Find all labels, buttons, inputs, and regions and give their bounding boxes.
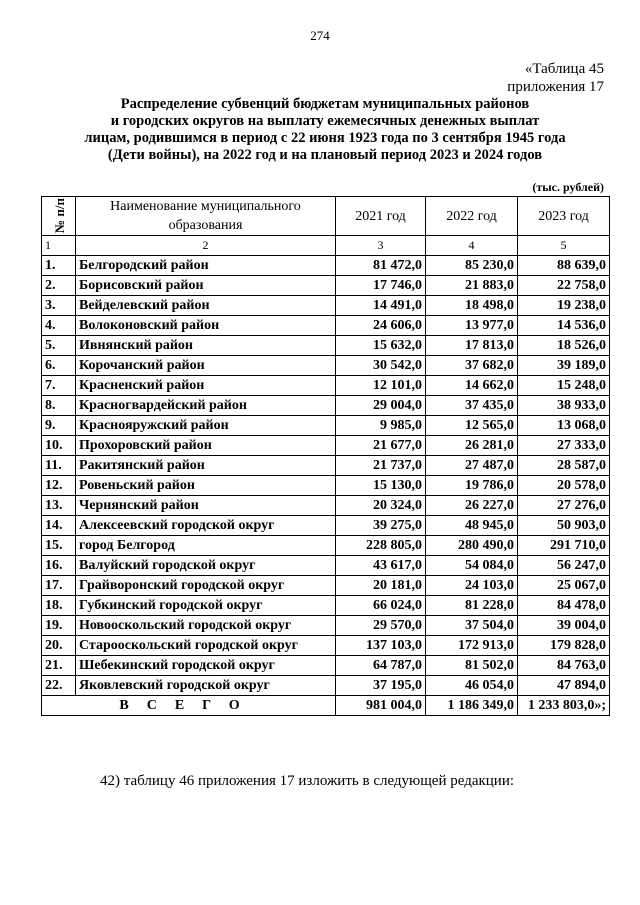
table-reference-line1: «Таблица 45 [524,61,604,77]
table-row [42,356,610,376]
row-value-2022: 280 490,0 [426,536,518,556]
column-index: 3 [336,236,426,256]
total-2023: 1 233 803,0»; [518,696,610,716]
row-value-2023: 50 903,0 [518,516,610,536]
row-value-2023: 27 333,0 [518,436,610,456]
row-name: Борисовский район [76,276,336,296]
row-number: 7. [42,376,76,396]
table-row [42,496,610,516]
column-index: 4 [426,236,518,256]
row-value-2021: 15 632,0 [336,336,426,356]
row-number: 4. [42,316,76,336]
title-line4: (Дети войны), на 2022 год и на плановый период 2023 и 2024 годов [107,147,543,163]
table-row [42,316,610,336]
table-row [42,256,610,276]
table-row [42,556,610,576]
row-number: 17. [42,576,76,596]
row-name: Ивнянский район [76,336,336,356]
total-label: ВСЕГО [42,696,336,716]
row-value-2021: 17 746,0 [336,276,426,296]
row-number: 20. [42,636,76,656]
table-row [42,476,610,496]
row-value-2021: 29 570,0 [336,616,426,636]
table-row [42,576,610,596]
row-name: город Белгород [76,536,336,556]
table-row [42,396,610,416]
row-name: Ракитянский район [76,456,336,476]
row-value-2021: 39 275,0 [336,516,426,536]
table-row [42,376,610,396]
row-value-2022: 54 084,0 [426,556,518,576]
row-value-2022: 12 565,0 [426,416,518,436]
row-value-2022: 14 662,0 [426,376,518,396]
row-value-2023: 27 276,0 [518,496,610,516]
row-number: 18. [42,596,76,616]
title-line1: Распределение субвенций бюджетам муниципальных районов [120,96,530,112]
row-value-2023: 22 758,0 [518,276,610,296]
row-value-2023: 39 189,0 [518,356,610,376]
row-name: Грайворонский городской округ [76,576,336,596]
row-number: 12. [42,476,76,496]
row-value-2023: 88 639,0 [518,256,610,276]
row-value-2021: 20 324,0 [336,496,426,516]
header-name: Наименование муниципального образования [76,197,336,236]
row-value-2022: 48 945,0 [426,516,518,536]
row-name: Красногвардейский район [76,396,336,416]
row-number: 3. [42,296,76,316]
row-number: 2. [42,276,76,296]
row-name: Волоконовский район [76,316,336,336]
row-number: 11. [42,456,76,476]
table-row [42,416,610,436]
row-value-2022: 21 883,0 [426,276,518,296]
row-value-2021: 24 606,0 [336,316,426,336]
row-value-2022: 37 504,0 [426,616,518,636]
row-number: 13. [42,496,76,516]
footer-instruction: 42) таблицу 46 приложения 17 изложить в следующей редакции: [100,773,515,789]
row-number: 8. [42,396,76,416]
row-name: Ровеньский район [76,476,336,496]
row-number: 5. [42,336,76,356]
row-number: 19. [42,616,76,636]
row-value-2021: 64 787,0 [336,656,426,676]
subvention-table [41,196,610,716]
column-index: 5 [518,236,610,256]
header-2022: 2022 год [426,197,518,236]
page-number: 274 [310,28,330,43]
row-value-2022: 24 103,0 [426,576,518,596]
row-name: Яковлевский городской округ [76,676,336,696]
table-row [42,616,610,636]
row-value-2022: 85 230,0 [426,256,518,276]
table-row [42,336,610,356]
row-value-2022: 172 913,0 [426,636,518,656]
row-number: 1. [42,256,76,276]
row-number: 14. [42,516,76,536]
row-value-2023: 56 247,0 [518,556,610,576]
row-value-2022: 37 435,0 [426,396,518,416]
row-value-2023: 13 068,0 [518,416,610,436]
table-row [42,276,610,296]
row-value-2023: 84 763,0 [518,656,610,676]
row-name: Шебекинский городской округ [76,656,336,676]
row-value-2022: 37 682,0 [426,356,518,376]
header-number: № п/п [42,197,76,236]
column-index: 2 [76,236,336,256]
title-line3: лицам, родившимся в период с 22 июня 1923 года по 3 сентября 1945 года [84,130,566,146]
row-value-2023: 28 587,0 [518,456,610,476]
row-name: Старооскольский городской округ [76,636,336,656]
table-row [42,636,610,656]
table-row [42,436,610,456]
row-number: 6. [42,356,76,376]
row-name: Чернянский район [76,496,336,516]
row-value-2021: 66 024,0 [336,596,426,616]
row-value-2022: 81 228,0 [426,596,518,616]
row-number: 16. [42,556,76,576]
row-value-2022: 19 786,0 [426,476,518,496]
row-value-2023: 14 536,0 [518,316,610,336]
row-value-2023: 20 578,0 [518,476,610,496]
total-row [42,696,610,716]
row-value-2021: 20 181,0 [336,576,426,596]
row-value-2023: 19 238,0 [518,296,610,316]
row-value-2022: 26 281,0 [426,436,518,456]
table-row [42,596,610,616]
row-value-2023: 84 478,0 [518,596,610,616]
row-value-2021: 21 737,0 [336,456,426,476]
row-value-2021: 12 101,0 [336,376,426,396]
row-name: Прохоровский район [76,436,336,456]
row-number: 9. [42,416,76,436]
row-value-2021: 37 195,0 [336,676,426,696]
row-number: 15. [42,536,76,556]
row-value-2023: 25 067,0 [518,576,610,596]
row-value-2023: 38 933,0 [518,396,610,416]
row-value-2023: 291 710,0 [518,536,610,556]
row-value-2023: 15 248,0 [518,376,610,396]
total-2021: 981 004,0 [336,696,426,716]
table-reference-line2: приложения 17 [507,79,604,95]
title-line2: и городских округов на выплату ежемесячных денежных выплат [110,113,540,129]
row-value-2022: 27 487,0 [426,456,518,476]
table-header-row [42,197,610,236]
row-name: Белгородский район [76,256,336,276]
row-value-2023: 39 004,0 [518,616,610,636]
table-row [42,516,610,536]
header-2021: 2021 год [336,197,426,236]
row-value-2022: 13 977,0 [426,316,518,336]
row-value-2022: 18 498,0 [426,296,518,316]
table-row [42,656,610,676]
row-name: Краснояружский район [76,416,336,436]
row-value-2022: 81 502,0 [426,656,518,676]
column-index-row [42,236,610,256]
row-name: Корочанский район [76,356,336,376]
row-value-2021: 43 617,0 [336,556,426,576]
total-2022: 1 186 349,0 [426,696,518,716]
row-value-2021: 14 491,0 [336,296,426,316]
row-value-2021: 137 103,0 [336,636,426,656]
row-value-2021: 81 472,0 [336,256,426,276]
row-value-2021: 29 004,0 [336,396,426,416]
table-row [42,456,610,476]
row-value-2023: 18 526,0 [518,336,610,356]
row-value-2021: 228 805,0 [336,536,426,556]
row-name: Новооскольский городской округ [76,616,336,636]
row-name: Вейделевский район [76,296,336,316]
row-value-2021: 30 542,0 [336,356,426,376]
row-value-2022: 17 813,0 [426,336,518,356]
units-label: (тыс. рублей) [532,180,604,194]
row-name: Алексеевский городской округ [76,516,336,536]
row-number: 22. [42,676,76,696]
row-number: 10. [42,436,76,456]
table-row [42,536,610,556]
row-value-2021: 9 985,0 [336,416,426,436]
table-row [42,676,610,696]
table-row [42,296,610,316]
row-number: 21. [42,656,76,676]
table-reference [507,60,604,96]
row-name: Губкинский городской округ [76,596,336,616]
document-title [40,96,610,164]
row-value-2023: 179 828,0 [518,636,610,656]
header-2023: 2023 год [518,197,610,236]
row-value-2022: 46 054,0 [426,676,518,696]
row-value-2021: 21 677,0 [336,436,426,456]
row-value-2022: 26 227,0 [426,496,518,516]
row-name: Красненский район [76,376,336,396]
column-index: 1 [42,236,76,256]
row-name: Валуйский городской округ [76,556,336,576]
row-value-2023: 47 894,0 [518,676,610,696]
row-value-2021: 15 130,0 [336,476,426,496]
